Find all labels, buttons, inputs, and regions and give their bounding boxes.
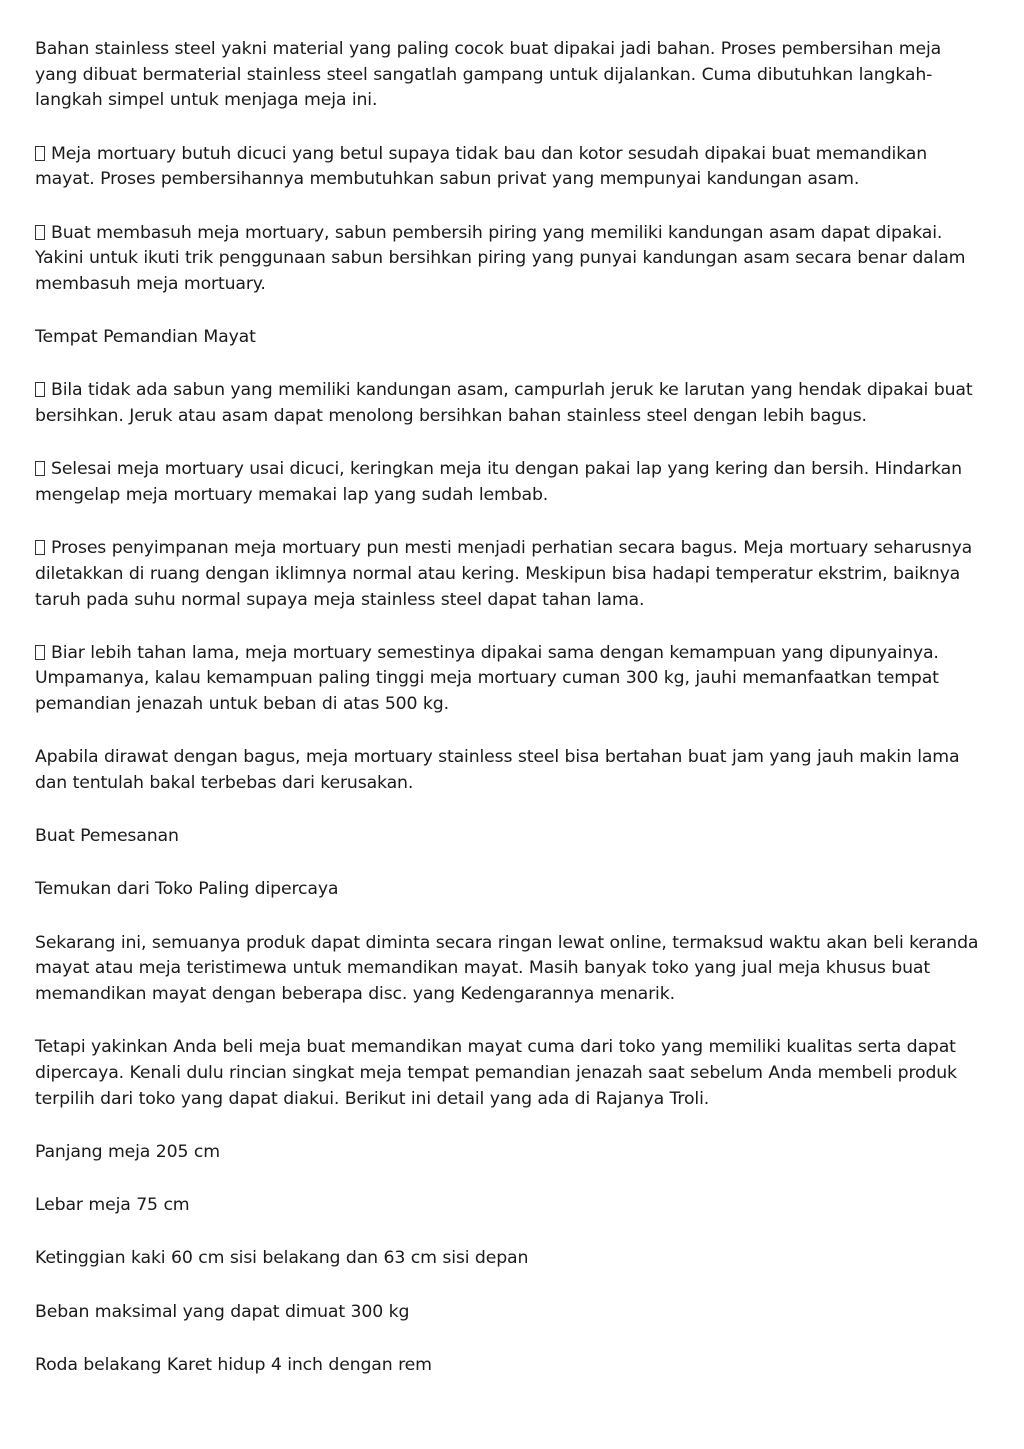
missing-glyph-bullet-icon	[35, 225, 45, 240]
missing-glyph-bullet-icon	[35, 382, 45, 397]
spec-length: Panjang meja 205 cm	[35, 1141, 220, 1162]
spec-leg-height: Ketinggian kaki 60 cm sisi belakang dan 63 cm sisi depan	[35, 1248, 529, 1269]
bullet-paragraph-wash: Meja mortuary butuh dicuci yang betul supaya tidak bau dan kotor sesudah dipakai buat memandikan mayat. Proses pembersihannya membutuhkan sabun privat yang mempunyai kandungan asam.	[35, 143, 927, 190]
spec-rear-wheel: Roda belakang Karet hidup 4 inch dengan rem	[35, 1354, 432, 1375]
bullet-paragraph-citrus: Bila tidak ada sabun yang memiliki kandungan asam, campurlah jeruk ke larutan yang hendak dipakai buat bersihkan. Jeruk atau asam dapat menolong bersihkan bahan stainless steel dengan lebih bagus.	[35, 380, 973, 427]
section-heading-toko: Temukan dari Toko Paling dipercaya	[35, 879, 339, 900]
paragraph-online: Sekarang ini, semuanya produk dapat diminta secara ringan lewat online, termaksud waktu akan beli keranda mayat atau meja teristimewa untuk memandikan mayat. Masih banyak toko yang jual meja khusus buat memandikan mayat dengan beberapa disc. yang Kedengarannya menarik.	[35, 932, 979, 1005]
missing-glyph-bullet-icon	[35, 146, 45, 161]
bullet-paragraph-storage: Proses penyimpanan meja mortuary pun mesti menjadi perhatian secara bagus. Meja mortuary seharusnya diletakkan di ruang dengan iklimnya normal atau kering. Meskipun bisa hadapi temperatur ekstrim, baiknya taruh pada suhu normal supaya meja stainless steel dapat tahan lama.	[35, 538, 973, 610]
bullet-paragraph-dry: Selesai meja mortuary usai dicuci, keringkan meja itu dengan pakai lap yang kering dan bersih. Hindarkan mengelap meja mortuary memakai lap yang sudah lembab.	[35, 459, 962, 505]
bullet-paragraph-soap: Buat membasuh meja mortuary, sabun pembersih piring yang memiliki kandungan asam dapat dipakai. Yakini untuk ikuti trik penggunaan sabun bersihkan piring yang punyai kandungan asam secara benar dalam membasuh meja mortuary.	[35, 222, 966, 294]
missing-glyph-bullet-icon	[35, 645, 45, 660]
paragraph-trusted-store: Tetapi yakinkan Anda beli meja buat memandikan mayat cuma dari toko yang memiliki kualitas serta dapat dipercaya. Kenali dulu rincian singkat meja tempat pemandian jenazah saat sebelum Anda membeli produk terpilih dari toko yang dapat diakui. Berikut ini detail yang ada di Rajanya Troli.	[35, 1037, 957, 1109]
bullet-paragraph-capacity: Biar lebih tahan lama, meja mortuary semestinya dipakai sama dengan kemampuan yang dipunyainya. Umpamanya, kalau kemampuan paling tinggi meja mortuary cuman 300 kg, jauhi memanfaatkan tempat pemandian jenazah untuk beban di atas 500 kg.	[35, 642, 939, 715]
missing-glyph-bullet-icon	[35, 461, 45, 476]
missing-glyph-bullet-icon	[35, 540, 45, 555]
spec-max-load: Beban maksimal yang dapat dimuat 300 kg	[35, 1301, 410, 1322]
section-heading-pemandian: Tempat Pemandian Mayat	[35, 327, 256, 348]
spec-width: Lebar meja 75 cm	[35, 1195, 190, 1216]
section-heading-pemesanan: Buat Pemesanan	[35, 826, 179, 847]
paragraph-care-summary: Apabila dirawat dengan bagus, meja mortuary stainless steel bisa bertahan buat jam yang jauh makin lama dan tentulah bakal terbebas dari kerusakan.	[35, 747, 960, 794]
paragraph-intro: Bahan stainless steel yakni material yang paling cocok buat dipakai jadi bahan. Proses pembersihan meja yang dibuat bermaterial stainless steel sangatlah gampang untuk dijalankan. Cuma dibutuhkan langkah-langkah simpel untuk menjaga meja ini.	[35, 39, 942, 111]
